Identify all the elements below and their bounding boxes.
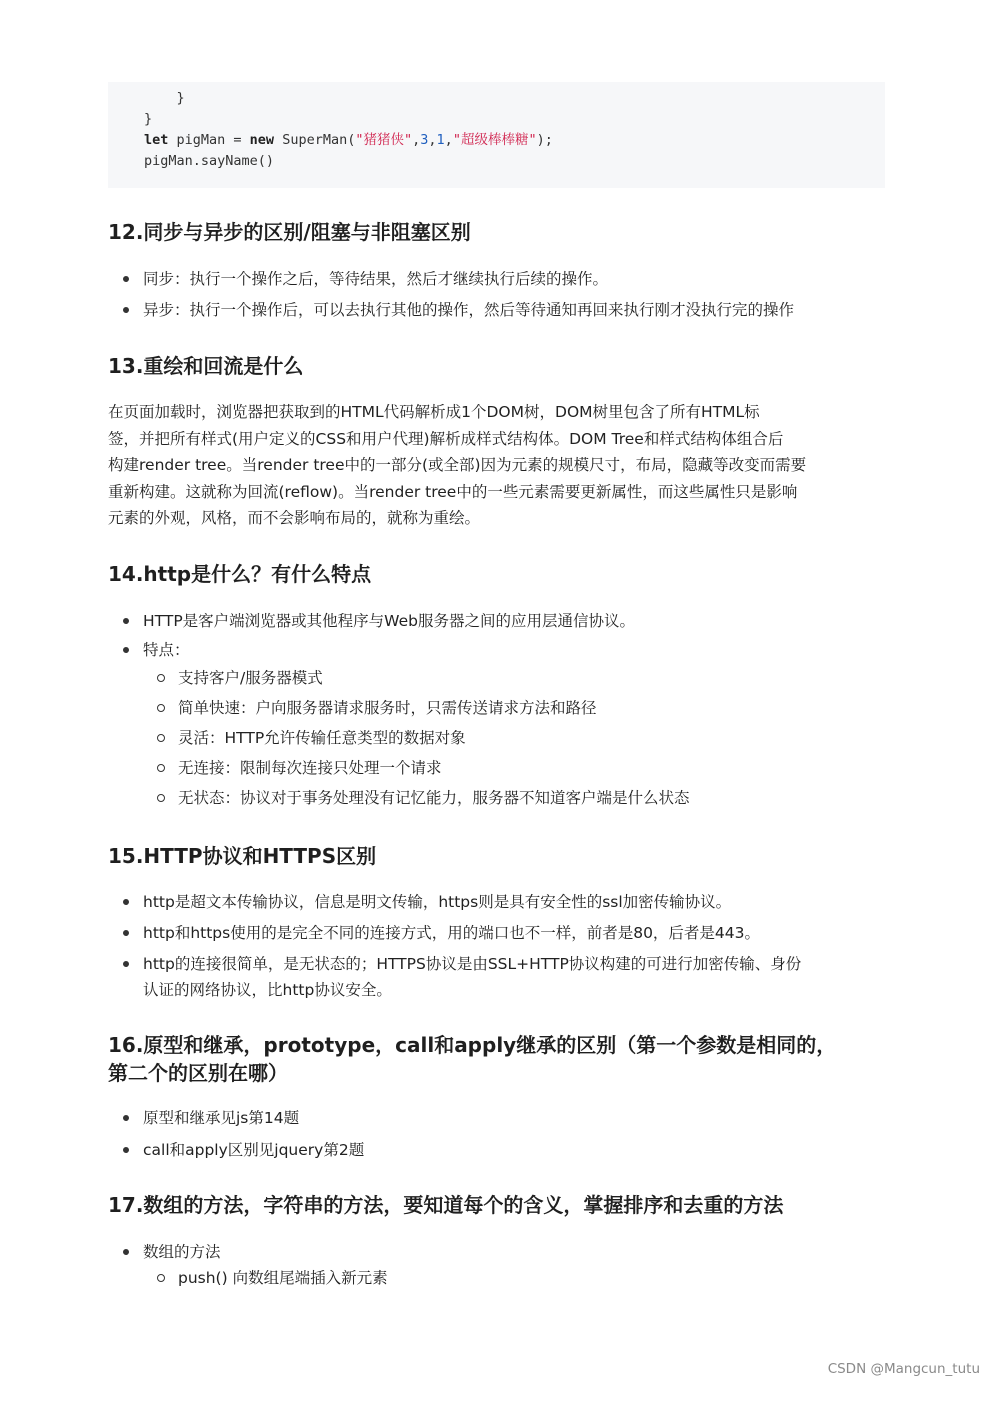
paragraph-line: 重新构建。这就称为回流(reflow)。当render tree中的一些元素需要更新属性，而这些属性只是影响 <box>108 482 798 501</box>
section-15-heading: 15.HTTP协议和HTTPS区别 <box>108 844 377 868</box>
list-item: 数组的方法 <box>108 1239 888 1265</box>
sub-list-item: 灵活：HTTP允许传输任意类型的数据对象 <box>143 723 883 753</box>
list-item <box>108 951 888 1003</box>
list-item: http是超文本传输协议，信息是明文传输，https则是具有安全性的ssl加密传输协议。 <box>108 889 888 915</box>
code-line: let pigMan = new SuperMan("猪猪侠",3,1,"超级棒棒糖"); <box>144 132 553 148</box>
heading-line: 16.原型和继承，prototype，call和apply继承的区别（第一个参数是相同的， <box>108 1033 837 1057</box>
heading-line: 第二个的区别在哪） <box>108 1061 288 1085</box>
list-item-line: 认证的网络协议，比http协议安全。 <box>143 981 392 999</box>
section-17-sublist <box>143 1263 883 1293</box>
section-16-list <box>108 1105 888 1163</box>
section-12-heading: 12.同步与异步的区别/阻塞与非阻塞区别 <box>108 220 471 244</box>
list-item: 特点： <box>108 637 888 663</box>
list-item: 异步：执行一个操作后，可以去执行其他的操作，然后等待通知再回来执行刚才没执行完的操作 <box>108 297 888 323</box>
section-13-paragraph <box>108 399 888 532</box>
sub-list-item: push() 向数组尾端插入新元素 <box>143 1263 883 1293</box>
section-13-heading: 13.重绘和回流是什么 <box>108 354 304 378</box>
code-line: pigMan.sayName() <box>144 153 275 169</box>
section-14-heading: 14.http是什么？有什么特点 <box>108 562 372 586</box>
list-item-line: http的连接很简单，是无状态的；HTTPS协议是由SSL+HTTP协议构建的可进行加密传输、身份 <box>143 955 802 973</box>
section-17-heading: 17.数组的方法，字符串的方法，要知道每个的含义，掌握排序和去重的方法 <box>108 1193 784 1217</box>
paragraph-line: 元素的外观，风格，而不会影响布局的，就称为重绘。 <box>108 509 481 527</box>
list-item: call和apply区别见jquery第2题 <box>108 1137 888 1163</box>
section-14-sublist <box>143 663 883 813</box>
sub-list-item: 无连接：限制每次连接只处理一个请求 <box>143 753 883 783</box>
watermark: CSDN @Mangcun_tutu <box>827 1361 980 1377</box>
section-12-list <box>108 266 888 323</box>
paragraph-line: 签，并把所有样式(用户定义的CSS和用户代理)解析成样式结构体。DOM Tree和样式结构体组合后 <box>108 429 784 448</box>
list-item: HTTP是客户端浏览器或其他程序与Web服务器之间的应用层通信协议。 <box>108 608 888 634</box>
sub-list-item: 无状态：协议对于事务处理没有记忆能力，服务器不知道客户端是什么状态 <box>143 783 883 813</box>
list-item: http和https使用的是完全不同的连接方式，用的端口也不一样，前者是80，后者是443。 <box>108 920 888 946</box>
section-15-list <box>108 889 888 1003</box>
section-16-heading <box>108 1031 836 1087</box>
section-14-list <box>108 608 888 663</box>
code-line: } <box>144 111 153 127</box>
sub-list-item: 简单快速：户向服务器请求服务时，只需传送请求方法和路径 <box>143 693 883 723</box>
paragraph-line: 构建render tree。当render tree中的一部分(或全部)因为元素的规模尺寸，布局，隐藏等改变而需要 <box>108 456 807 474</box>
sub-list-item: 支持客户/服务器模式 <box>143 663 883 693</box>
list-item: 原型和继承见js第14题 <box>108 1105 888 1131</box>
code-line: } <box>176 90 185 106</box>
list-item: 同步：执行一个操作之后，等待结果，然后才继续执行后续的操作。 <box>108 266 888 292</box>
section-17-list <box>108 1239 888 1265</box>
paragraph-line: 在页面加载时，浏览器把获取到的HTML代码解析成1个DOM树，DOM树里包含了所有HTML标 <box>108 403 760 421</box>
code-block <box>108 82 885 188</box>
